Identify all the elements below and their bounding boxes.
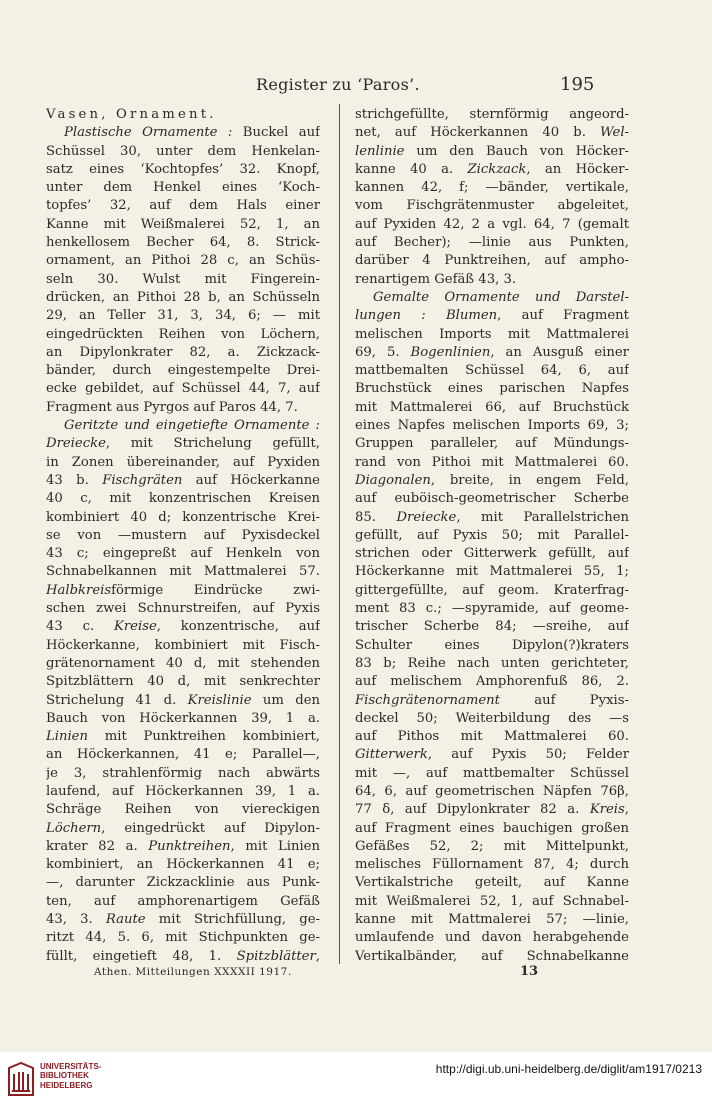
text-line: ment 83 c.; —spyramide, auf geome- bbox=[355, 601, 629, 617]
text-line: Gitterwerk, auf Pyxis 50; Felder bbox=[355, 747, 629, 763]
text-line: Gemalte Ornamente und Darstel- bbox=[373, 289, 629, 305]
text-line: lenlinie um den Bauch von Höcker- bbox=[355, 143, 629, 159]
text-line: mattbemalten Schüssel 64, 6, auf bbox=[355, 363, 629, 379]
text-line: kanne 40 a. Zickzack, an Höcker- bbox=[355, 161, 629, 177]
text-line: Gruppen paralleler, auf Mündungs- bbox=[355, 436, 629, 452]
page-number: 195 bbox=[560, 74, 595, 95]
text-line: gefüllt, auf Pyxis 50; mit Parallel- bbox=[355, 527, 629, 543]
text-line: auf euböisch-geometrischer Scherbe bbox=[355, 491, 629, 507]
text-line: eingedrückten Reihen von Löchern, bbox=[46, 326, 320, 342]
text-line: bänder, durch eingestempelte Drei- bbox=[46, 363, 320, 379]
text-line: Halbkreisförmige Eindrücke zwi- bbox=[46, 582, 320, 598]
text-line: Spitzblättern 40 d, mit senkrechter bbox=[46, 674, 320, 690]
text-line: 43 c. Kreise, konzentrische, auf bbox=[46, 619, 320, 635]
text-line: auf Fragment eines bauchigen großen bbox=[355, 820, 629, 836]
text-line: Strichelung 41 d. Kreislinie um den bbox=[46, 692, 320, 708]
text-line: lungen : Blumen, auf Fragment bbox=[355, 308, 629, 324]
text-line: Dreiecke, mit Strichelung gefüllt, bbox=[46, 436, 320, 452]
text-line: ecke gebildet, auf Schüssel 44, 7, auf bbox=[46, 381, 320, 397]
text-line: mit Mattmalerei 66, auf Bruchstück bbox=[355, 399, 629, 415]
text-line: kanne mit Mattmalerei 57; —linie, bbox=[355, 912, 629, 928]
text-line: Bauch von Höckerkannen 39, 1 a. bbox=[46, 710, 320, 726]
text-line: Vasen, Ornament. bbox=[46, 107, 217, 122]
library-name: UNIVERSITÄTS- BIBLIOTHEK HEIDELBERG bbox=[40, 1062, 102, 1090]
text-line: trischer Scherbe 84; —sreihe, auf bbox=[355, 619, 629, 635]
text-line: Gefäßes 52, 2; mit Mittelpunkt, bbox=[355, 838, 629, 854]
text-line: ritzt 44, 5. 6, mit Stichpunkten ge- bbox=[46, 930, 320, 946]
text-line: —, darunter Zickzacklinie aus Punk- bbox=[46, 875, 320, 891]
text-line: se von —mustern auf Pyxisdeckel bbox=[46, 527, 320, 543]
text-line: eines Napfes melischen Imports 69, 3; bbox=[355, 418, 629, 434]
text-line: ornament, an Pithoi 28 c, an Schüs- bbox=[46, 253, 320, 269]
text-line: 64, 6, auf geometrischen Näpfen 76β, bbox=[355, 783, 629, 799]
text-line: rand von Pithoi mit Mattmalerei 60. bbox=[355, 454, 629, 470]
text-line: Löchern, eingedrückt auf Dipylon- bbox=[46, 820, 320, 836]
text-line: 29, an Teller 31, 3, 34, 6; — mit bbox=[46, 308, 320, 324]
text-line: Vertikalstriche geteilt, auf Kanne bbox=[355, 875, 629, 891]
text-line: henkellosem Becher 64, 8. Strick- bbox=[46, 235, 320, 251]
text-line: Linien mit Punktreihen kombiniert, bbox=[46, 729, 320, 745]
text-line: topfes’ 32, auf dem Hals einer bbox=[46, 198, 320, 214]
text-line: ten, auf amphorenartigem Gefäß bbox=[46, 893, 320, 909]
running-header bbox=[0, 75, 712, 97]
text-line: Kanne mit Weißmalerei 52, 1, an bbox=[46, 216, 320, 232]
text-line: Bruchstück eines parischen Napfes bbox=[355, 381, 629, 397]
text-line: darüber 4 Punktreihen, auf ampho- bbox=[355, 253, 629, 269]
text-line: Plastische Ornamente : Buckel auf bbox=[64, 125, 320, 141]
text-line: 69, 5. Bogenlinien, an Ausguß einer bbox=[355, 344, 629, 360]
text-line: füllt, eingetieft 48, 1. Spitzblätter, bbox=[46, 948, 320, 964]
text-line: umlaufende und davon herabgehende bbox=[355, 930, 629, 946]
text-line: Schnabelkannen mit Mattmalerei 57. bbox=[46, 564, 320, 580]
text-line: satz eines ‘Kochtopfes’ 32. Knopf, bbox=[46, 161, 320, 177]
text-line: 85. Dreiecke, mit Parallelstrichen bbox=[355, 509, 629, 525]
text-line: strichgefüllte, sternförmig angeord- bbox=[355, 107, 629, 122]
text-line: seln 30. Wulst mit Fingerein- bbox=[46, 271, 320, 287]
text-line: an Dipylonkrater 82, a. Zickzack- bbox=[46, 344, 320, 360]
text-line: auf Pithos mit Mattmalerei 60. bbox=[355, 729, 629, 745]
text-line: deckel 50; Weiterbildung des —s bbox=[355, 710, 629, 726]
column-divider bbox=[339, 104, 340, 964]
text-line: 43 b. Fischgräten auf Höckerkanne bbox=[46, 472, 320, 488]
journal-signature: Athen. Mitteilungen XXXXII 1917. bbox=[94, 966, 292, 978]
text-line: strichen oder Gitterwerk gefüllt, auf bbox=[355, 546, 629, 562]
text-line: melisches Füllornament 87, 4; durch bbox=[355, 857, 629, 873]
text-line: Schräge Reihen von viereckigen bbox=[46, 802, 320, 818]
text-line: schen zwei Schnurstreifen, auf Pyxis bbox=[46, 601, 320, 617]
text-line: in Zonen übereinander, auf Pyxiden bbox=[46, 454, 320, 470]
library-bar bbox=[0, 1052, 712, 1107]
text-line: Höckerkanne, kombiniert mit Fisch- bbox=[46, 637, 320, 653]
text-line: 43, 3. Raute mit Strichfüllung, ge- bbox=[46, 912, 320, 928]
text-line: melischen Imports mit Mattmalerei bbox=[355, 326, 629, 342]
text-line: auf melischem Amphorenfuß 86, 2. bbox=[355, 674, 629, 690]
text-line: 43 c; eingepreßt auf Henkeln von bbox=[46, 546, 320, 562]
text-line: grätenornament 40 d, mit stehenden bbox=[46, 655, 320, 671]
library-logo-icon bbox=[6, 1060, 36, 1098]
text-line: 83 b; Reihe nach unten gerichteter, bbox=[355, 655, 629, 671]
text-line: Schüssel 30, unter dem Henkelan- bbox=[46, 143, 320, 159]
left-column bbox=[46, 106, 320, 966]
text-line: mit Weißmalerei 52, 1, auf Schnabel- bbox=[355, 893, 629, 909]
text-line: mit —, auf mattbemalter Schüssel bbox=[355, 765, 629, 781]
text-line: Vertikalbänder, auf Schnabelkanne bbox=[355, 948, 629, 964]
text-line: vom Fischgrätenmuster abgeleitet, bbox=[355, 198, 629, 214]
text-line: Fragment aus Pyrgos auf Paros 44, 7. bbox=[46, 399, 298, 415]
text-line: Geritzte und eingetiefte Ornamente : bbox=[64, 418, 320, 434]
right-column bbox=[355, 106, 629, 966]
text-line: kombiniert 40 d; konzentrische Krei- bbox=[46, 509, 320, 525]
text-line: je 3, strahlenförmig nach abwärts bbox=[46, 765, 320, 781]
text-line: kannen 42, f; —bänder, vertikale, bbox=[355, 180, 629, 196]
text-line: auf Becher); —linie aus Punkten, bbox=[355, 235, 629, 251]
text-line: renartigem Gefäß 43, 3. bbox=[355, 271, 517, 287]
text-line: Fischgrätenornament auf Pyxis- bbox=[355, 692, 629, 708]
text-line: 40 c, mit konzentrischen Kreisen bbox=[46, 491, 320, 507]
text-line: kombiniert, an Höckerkannen 41 e; bbox=[46, 857, 320, 873]
text-line: net, auf Höckerkannen 40 b. Wel- bbox=[355, 125, 629, 141]
text-line: 77 δ, auf Dipylonkrater 82 a. Kreis, bbox=[355, 802, 629, 818]
text-line: Höckerkanne mit Mattmalerei 55, 1; bbox=[355, 564, 629, 580]
running-title: Register zu ‘Paros’. bbox=[256, 75, 420, 94]
text-line: gittergefüllte, auf geom. Kraterfrag- bbox=[355, 582, 629, 598]
text-line: unter dem Henkel eines ‘Koch- bbox=[46, 180, 320, 196]
text-line: auf Pyxiden 42, 2 a vgl. 64, 7 (gemalt bbox=[355, 216, 629, 232]
text-line: krater 82 a. Punktreihen, mit Linien bbox=[46, 838, 320, 854]
text-line: Schulter eines Dipylon(?)kraters bbox=[355, 637, 629, 653]
text-line: Diagonalen, breite, in engem Feld, bbox=[355, 472, 629, 488]
text-line: drücken, an Pithoi 28 b, an Schüsseln bbox=[46, 289, 320, 305]
text-line: laufend, auf Höckerkannen 39, 1 a. bbox=[46, 783, 320, 799]
permalink-url[interactable]: http://digi.ub.uni-heidelberg.de/diglit/am1917/0213 bbox=[435, 1062, 702, 1076]
sheet-number: 13 bbox=[520, 964, 539, 979]
text-line: an Höckerkannen, 41 e; Parallel—, bbox=[46, 747, 320, 763]
